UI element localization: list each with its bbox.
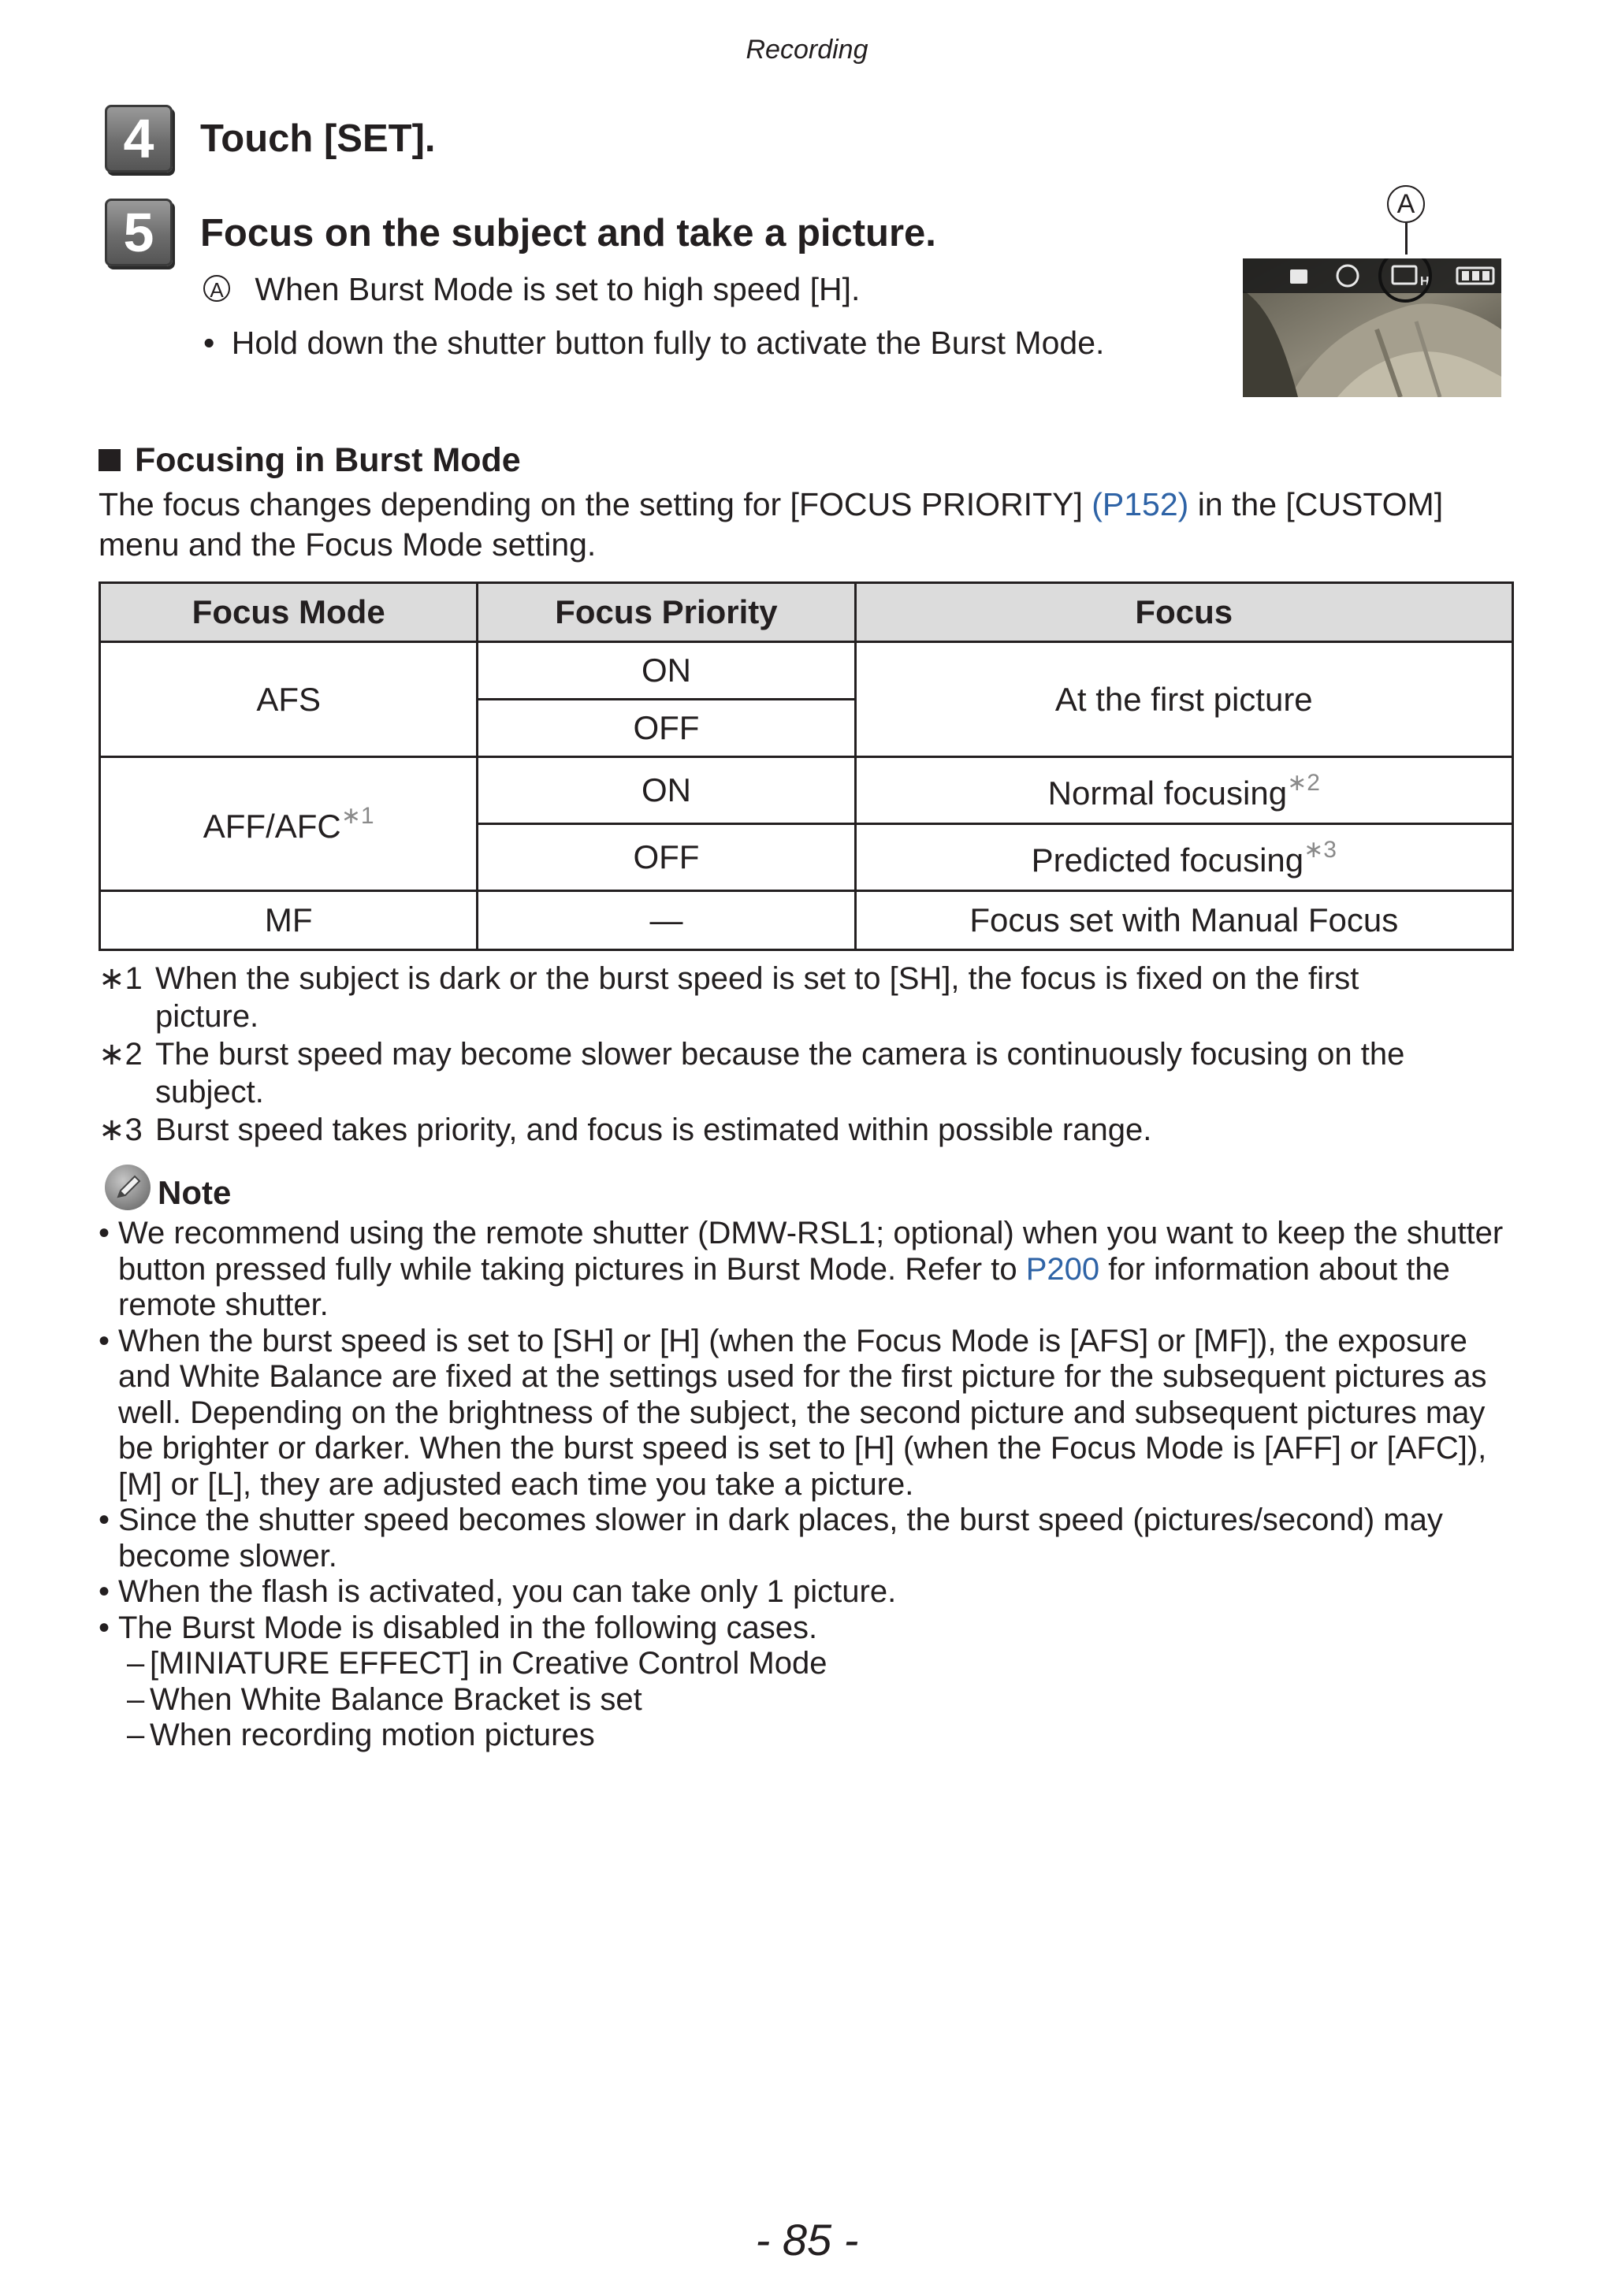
callout-leader-line	[1405, 223, 1408, 254]
black-square-icon	[99, 449, 121, 471]
footnote-ref-3: ∗3	[1303, 836, 1337, 863]
step-5-bullet	[203, 323, 1104, 363]
cell-afs-on: ON	[478, 642, 855, 700]
cell-mf-priority: —	[478, 891, 855, 950]
step-5-callout	[203, 269, 860, 310]
note-bullet-5: • The Burst Mode is disabled in the following cases.	[99, 1611, 1517, 1647]
page-link-p200[interactable]: P200	[1025, 1251, 1100, 1287]
header-focus: Focus	[855, 583, 1512, 642]
note-bullet-1	[99, 1216, 1517, 1324]
camera-screen-photo	[1243, 258, 1501, 397]
cell-aff-on: ON	[478, 757, 855, 824]
pencil-icon	[105, 1165, 151, 1210]
intro-text-1: The focus changes depending on the setting for [FOCUS PRIORITY]	[99, 486, 1092, 522]
step-4-badge: 4	[105, 105, 173, 173]
cell-afs-focus: At the first picture	[855, 642, 1512, 757]
footnote-1	[99, 960, 1359, 1035]
pencil-note-icon	[105, 1165, 151, 1210]
footnote-ref-2: ∗2	[1287, 769, 1320, 796]
cell-aff-off: OFF	[478, 824, 855, 891]
header-focus-priority: Focus Priority	[478, 583, 855, 642]
predicted-focusing-text: Predicted focusing	[1031, 841, 1304, 879]
note-dash-item: – When recording motion pictures	[99, 1718, 1517, 1754]
burst-h-icon: H	[1420, 275, 1430, 288]
cell-aff-on-focus	[855, 757, 1512, 824]
step-5-callout-text: When Burst Mode is set to high speed [H].	[255, 271, 861, 307]
note-dash-item: – When White Balance Bracket is set	[99, 1682, 1517, 1718]
footnote-ref-1: ∗1	[340, 803, 374, 829]
note-bullet-4: • When the flash is activated, you can take only 1 picture.	[99, 1574, 1517, 1611]
running-header: Recording	[746, 35, 868, 65]
cell-afs-mode: AFS	[100, 642, 478, 757]
camera-screen-illustration	[1243, 258, 1501, 397]
note-bullet-3: • Since the shutter speed becomes slower in dark places, the burst speed (pictures/second) may become slower.	[99, 1503, 1517, 1574]
section-intro	[99, 485, 1517, 565]
footnote-2	[99, 1035, 1404, 1111]
cell-mf-focus: Focus set with Manual Focus	[855, 891, 1512, 950]
table-header-row	[100, 583, 1513, 642]
step-5-badge: 5	[105, 199, 173, 266]
table-row	[100, 891, 1513, 950]
step-5-title: Focus on the subject and take a picture.	[200, 212, 936, 254]
cell-afs-off: OFF	[478, 700, 855, 757]
page-number: - 85 -	[755, 2215, 859, 2264]
section-title	[99, 441, 521, 480]
header-focus-mode: Focus Mode	[100, 583, 478, 642]
footnote-3	[99, 1111, 1151, 1149]
cell-aff-off-focus	[855, 824, 1512, 891]
table-row	[100, 757, 1513, 824]
note-bullet-2: • When the burst speed is set to [SH] or [H] (when the Focus Mode is [AFS] or [MF]), the exposure and White Balance are fixed at the settings used for the first picture for the subsequent pictures as well. Depending on the brightness of the subject, the second picture and subsequent pictures may be brighter or darker. When the burst speed is set to [H] (when the Focus Mode is [AFF] or [AFC]), [M] or [L], they are adjusted each time you take a picture.	[99, 1324, 1517, 1503]
aff-mode-text: AFF/AFC	[203, 808, 341, 845]
note-dash-item: – [MINIATURE EFFECT] in Creative Control Mode	[99, 1646, 1517, 1682]
illustration-callout-a: A	[1387, 185, 1425, 223]
note-bullet-1-text: We recommend using the remote shutter (DMW-RSL1; optional) when you want to keep the shutter button pressed fully while taking pictures in Burst Mode. Refer to	[118, 1216, 1504, 1287]
cell-aff-mode	[100, 757, 478, 891]
footnote-1-line1: When the subject is dark or the burst speed is set to [SH], the focus is fixed on the first	[155, 961, 1359, 996]
page-link-p152[interactable]: (P152)	[1091, 486, 1189, 522]
focus-mode-table	[99, 581, 1514, 951]
bullet-dot: •	[203, 325, 215, 361]
footnote-1-line2: picture.	[155, 999, 259, 1034]
table-row	[100, 642, 1513, 700]
callout-marker-a: A	[203, 275, 230, 302]
note-title: Note	[158, 1174, 232, 1211]
footnote-3-mark: ∗3	[99, 1113, 143, 1147]
cell-mf-mode: MF	[100, 891, 478, 950]
intro-text-2: in the [CUSTOM] menu and the Focus Mode setting.	[99, 486, 1444, 563]
footnote-2-line2: subject.	[155, 1075, 264, 1109]
footnote-1-mark: ∗1	[99, 961, 143, 996]
footnote-3-line1: Burst speed takes priority, and focus is estimated within possible range.	[155, 1113, 1152, 1147]
section-title-text: Focusing in Burst Mode	[135, 441, 521, 479]
footnote-2-line1: The burst speed may become slower because the camera is continuously focusing on the	[155, 1037, 1405, 1072]
normal-focusing-text: Normal focusing	[1047, 774, 1288, 812]
step-5-bullet-text: Hold down the shutter button fully to activate the Burst Mode.	[231, 325, 1105, 361]
footnote-2-mark: ∗2	[99, 1037, 143, 1072]
note-bullets	[99, 1216, 1517, 1754]
step-4-title: Touch [SET].	[200, 117, 436, 160]
note-bullet-1-text-end: for information about the remote shutter.	[118, 1251, 1450, 1322]
